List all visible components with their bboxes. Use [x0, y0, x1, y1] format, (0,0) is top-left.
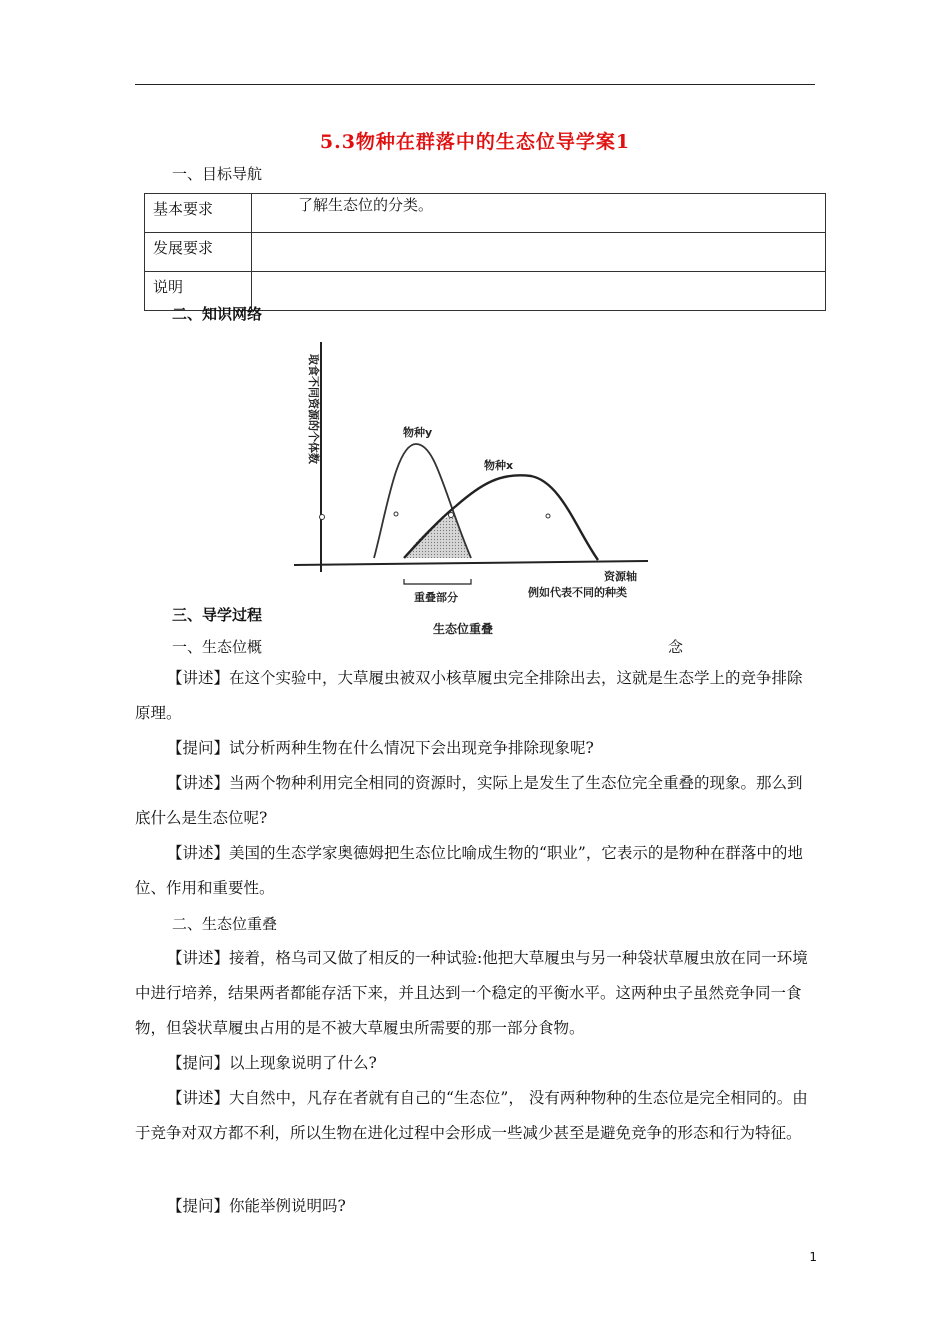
- paragraph: 【提问】以上现象说明了什么?: [167, 1054, 377, 1072]
- page-number: 1: [809, 1250, 817, 1264]
- page-title: 5.3物种在群落中的生态位导学案1: [319, 131, 631, 153]
- goal-value: [252, 233, 826, 272]
- overlap-label: 重叠部分: [414, 591, 458, 604]
- table-row: [145, 233, 826, 272]
- axis-marker: [320, 515, 325, 520]
- x-axis-sublabel: 例如代表不同的种类: [528, 586, 627, 599]
- paragraph: 【讲述】接着，格乌司又做了相反的一种试验:他把大草履虫与另一种袋状草履虫放在同一环境中进行培养，结果两者都能存活下来，并且达到一个稳定的平衡水平。这两种虫子虽然竞争同一食物，但袋状草履虫占用的是不被大草履虫所需要的那一部分食物。: [135, 949, 808, 1037]
- curve-marker: [394, 512, 398, 516]
- section-process-heading: 三、导学过程: [172, 606, 263, 624]
- overlap-area: [404, 482, 546, 558]
- paragraph: 【讲述】在这个实验中，大草履虫被双小核草履虫完全排除出去，这就是生态学上的竞争排除原理。: [135, 669, 803, 722]
- intersection-marker: [449, 513, 454, 518]
- goal-label: 发展要求: [145, 233, 252, 272]
- goals-table: [144, 193, 826, 311]
- goal-value: [252, 272, 826, 311]
- section-goals-heading: 一、目标导航: [172, 165, 263, 183]
- paragraph: 【讲述】当两个物种利用完全相同的资源时，实际上是发生了生态位完全重叠的现象。那么到底什么是生态位呢?: [135, 774, 803, 827]
- species-x-label: 物种x: [484, 459, 514, 472]
- y-axis-label: 取食不同资源的个体数: [307, 354, 320, 464]
- section-knowledge-heading: 二、知识网络: [172, 305, 263, 323]
- niche-overlap-figure: [286, 334, 658, 642]
- x-axis: [294, 561, 648, 565]
- paragraph: 【提问】试分析两种生物在什么情况下会出现竞争排除现象呢?: [167, 739, 594, 757]
- curve-marker: [546, 514, 550, 518]
- goal-value: 了解生态位的分类。: [252, 194, 826, 233]
- paragraph: 【提问】你能举例说明吗?: [167, 1197, 346, 1215]
- header-rule: [135, 84, 815, 85]
- paragraph: 【讲述】美国的生态学家奥德姆把生态位比喻成生物的“职业”，它表示的是物种在群落中的地位、作用和重要性。: [135, 844, 803, 897]
- figure-caption: 生态位重叠: [433, 622, 494, 636]
- paragraph: 【讲述】大自然中，凡存在者就有自己的“生态位”， 没有两种物种的生态位是完全相同的。由于竞争对双方都不利，所以生物在进化过程中会形成一些减少甚至是避免竞争的形态和行为特征。: [135, 1089, 808, 1142]
- overlap-bracket: [404, 579, 471, 584]
- subheading-niche-concept: 一、生态位概: [172, 638, 263, 656]
- goal-label: 说明: [145, 272, 252, 311]
- table-row: [145, 194, 826, 233]
- subheading-niche-overlap: 二、生态位重叠: [172, 915, 278, 933]
- subheading-niche-concept-end: 念: [668, 638, 684, 656]
- x-axis-label: 资源轴: [604, 570, 637, 583]
- species-y-label: 物种y: [403, 426, 433, 439]
- goal-label: 基本要求: [145, 194, 252, 233]
